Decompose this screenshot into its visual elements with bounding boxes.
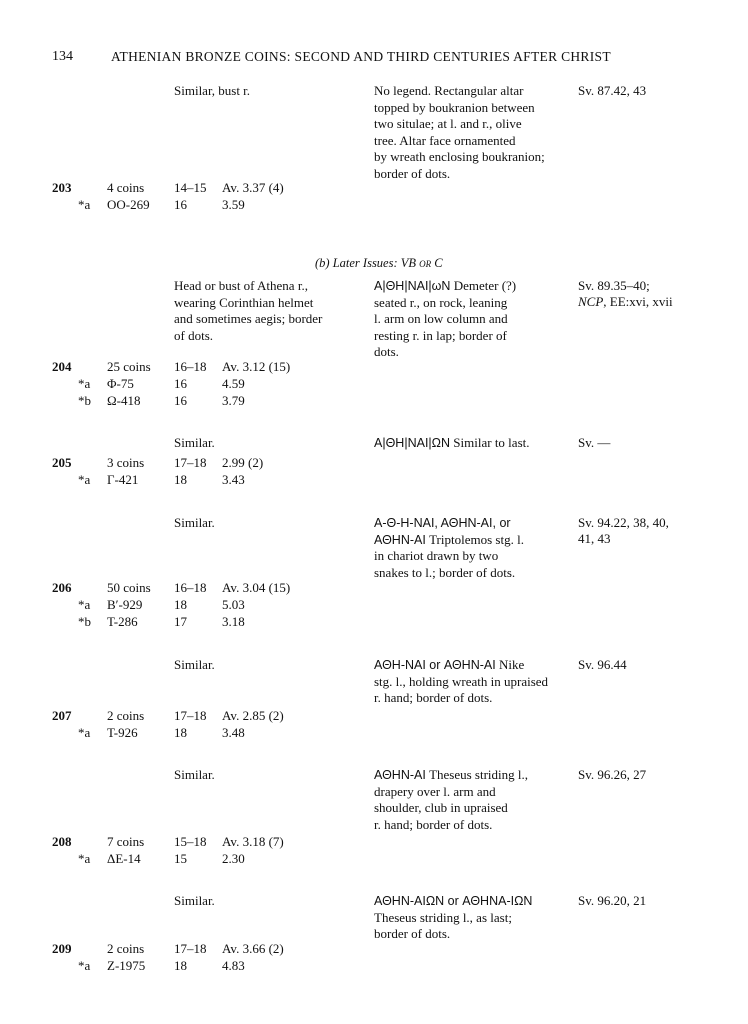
average-weight: Av. 3.37 (4) (222, 180, 284, 195)
specimen-diameter: 16 (174, 376, 187, 391)
specimen-label: *a (78, 958, 91, 973)
specimen-id: Φ-75 (107, 376, 134, 391)
catalog-number: 208 (52, 834, 72, 849)
catalog-number: 207 (52, 708, 72, 723)
coin-count: 7 coins (107, 834, 145, 849)
reverse-description (374, 893, 532, 943)
reference-plates: , EE:xvi, xvii (603, 294, 673, 309)
specimen-label: *b (78, 393, 91, 408)
reference: Sv. — (578, 435, 611, 450)
reverse-description (374, 83, 545, 182)
reverse-legend: Α-Θ-Η-ΝΑΙ, ΑΘΗΝ-ΑΙ, or ΑΘΗΝ-ΑΙ (374, 516, 511, 547)
specimen-label: *a (78, 197, 91, 212)
reference: Sv. 87.42, 43 (578, 83, 647, 98)
reverse-description (374, 515, 524, 581)
obverse-description: Head or bust of Athena r., wearing Corinthian helmet and sometimes aegis; border of dots. (174, 278, 323, 343)
reference-work: NCP (578, 294, 604, 309)
diameter-range: 14–15 (174, 180, 207, 195)
specimen-weight: 4.83 (222, 958, 245, 973)
coin-count: 2 coins (107, 941, 145, 956)
specimen-label: *b (78, 614, 91, 629)
reference: Sv. 96.26, 27 (578, 767, 647, 782)
reverse-text: Triptolemos stg. l. in chariot drawn by two snakes to l.; border of dots. (374, 531, 524, 580)
reverse-legend: ΑΘΗ-ΝΑΙ or ΑΘΗΝ-ΑΙ (374, 658, 496, 672)
diameter-range: 17–18 (174, 708, 207, 723)
reference: Sv. 94.22, 38, 40, (578, 515, 669, 530)
reverse-legend: Α|ΘΗ|ΝΑΙ|ωΝ (374, 279, 451, 293)
specimen-weight: 3.43 (222, 472, 245, 487)
specimen-id: Γ-421 (107, 472, 139, 487)
obverse-description: Similar. (174, 435, 215, 450)
section-heading-label: (b) Later Issues: (315, 256, 398, 270)
section-heading (315, 256, 443, 271)
diameter-range: 16–18 (174, 580, 207, 595)
obverse-description: Similar. (174, 767, 215, 782)
reverse-description (374, 657, 548, 707)
reverse-text: Theseus striding l., drapery over l. arm and shoulder, club in upraised r. hand; border of dots. (374, 767, 529, 832)
reverse-description (374, 767, 528, 833)
specimen-diameter: 16 (174, 393, 187, 408)
coin-count: 3 coins (107, 455, 145, 470)
catalog-number: 206 (52, 580, 72, 595)
diameter-range: 16–18 (174, 359, 207, 374)
obverse-description: Similar. (174, 657, 215, 672)
coin-count: 4 coins (107, 180, 145, 195)
specimen-id: ΔE-14 (107, 851, 141, 866)
reverse-text: Similar to last. (450, 435, 530, 450)
catalog-number: 203 (52, 180, 72, 195)
specimen-weight: 3.18 (222, 614, 245, 629)
reverse-legend: ΑΘΗΝ-ΑΙ (374, 768, 426, 782)
coin-count: 2 coins (107, 708, 145, 723)
obverse-description: Similar, bust r. (174, 83, 251, 98)
reverse-text: Theseus striding l., as last; border of dots. (374, 909, 512, 941)
reference-continued: 41, 43 (578, 531, 611, 546)
specimen-id: B′-929 (107, 597, 143, 612)
specimen-weight: 3.48 (222, 725, 245, 740)
reverse-text: Demeter (?) seated r., on rock, leaning l. arm on low column and resting r. in lap; border of dots. (374, 278, 517, 359)
coin-count: 25 coins (107, 359, 151, 374)
section-heading-grade: VB or C (400, 256, 443, 270)
specimen-diameter: 18 (174, 597, 187, 612)
diameter-range: 15–18 (174, 834, 207, 849)
obverse-description: Similar. (174, 893, 215, 908)
catalog-number: 209 (52, 941, 72, 956)
diameter-range: 17–18 (174, 941, 207, 956)
obverse-description: Similar. (174, 515, 215, 530)
page-number: 134 (52, 49, 73, 64)
specimen-weight: 3.79 (222, 393, 245, 408)
specimen-diameter: 18 (174, 725, 187, 740)
average-weight: Av. 3.18 (7) (222, 834, 284, 849)
specimen-diameter: 15 (174, 851, 187, 866)
specimen-diameter: 18 (174, 472, 187, 487)
specimen-weight: 2.30 (222, 851, 245, 866)
specimen-id: T-926 (107, 725, 138, 740)
diameter-range: 17–18 (174, 455, 207, 470)
average-weight: Av. 2.85 (2) (222, 708, 284, 723)
average-weight: Av. 3.04 (15) (222, 580, 291, 595)
specimen-id: Ω-418 (107, 393, 141, 408)
specimen-id: OO-269 (107, 197, 150, 212)
specimen-weight: 4.59 (222, 376, 245, 391)
specimen-id: T-286 (107, 614, 138, 629)
specimen-weight: 3.59 (222, 197, 245, 212)
catalog-number: 205 (52, 455, 72, 470)
reference-continued (578, 294, 673, 311)
average-weight: 2.99 (2) (222, 455, 264, 470)
coin-count: 50 coins (107, 580, 151, 595)
reverse-text: No legend. Rectangular altar topped by boukranion between two situlae; at l. and r., olive tree. Altar face ornamented by wreath enclosing boukranion; border of dots. (374, 83, 545, 181)
average-weight: Av. 3.12 (15) (222, 359, 291, 374)
specimen-weight: 5.03 (222, 597, 245, 612)
reverse-text: Nike stg. l., holding wreath in upraised r. hand; border of dots. (374, 657, 549, 705)
average-weight: Av. 3.66 (2) (222, 941, 284, 956)
specimen-id: Z-1975 (107, 958, 146, 973)
specimen-label: *a (78, 597, 91, 612)
specimen-diameter: 18 (174, 958, 187, 973)
reference: Sv. 89.35–40; (578, 278, 650, 293)
reference: Sv. 96.44 (578, 657, 627, 672)
running-head: ATHENIAN BRONZE COINS: SECOND AND THIRD CENTURIES AFTER CHRIST (111, 49, 611, 64)
reverse-description (374, 278, 516, 361)
specimen-label: *a (78, 851, 91, 866)
specimen-diameter: 17 (174, 614, 187, 629)
specimen-label: *a (78, 376, 91, 391)
reverse-legend: ΑΘΗΝ-ΑΙΩΝ or ΑΘΗΝΑ-ΙΩΝ (374, 894, 533, 908)
specimen-diameter: 16 (174, 197, 187, 212)
specimen-label: *a (78, 725, 91, 740)
reverse-legend: Α|ΘΗ|ΝΑΙ|ΩΝ (374, 436, 451, 450)
reverse-description (374, 435, 530, 452)
catalog-number: 204 (52, 359, 72, 374)
specimen-label: *a (78, 472, 91, 487)
reference: Sv. 96.20, 21 (578, 893, 647, 908)
